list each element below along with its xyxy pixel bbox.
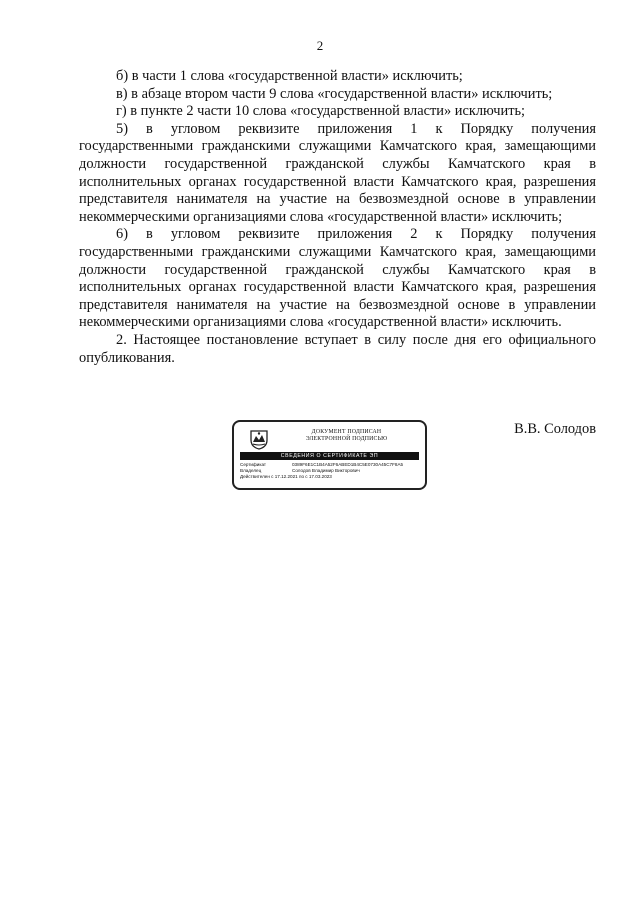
owner-value: Солодов Владимир Викторович <box>292 468 360 473</box>
stamp-title-line2: ЭЛЕКТРОННОЙ ПОДПИСЬЮ <box>305 436 388 442</box>
paragraph-g: г) в пункте 2 части 10 слова «государственной власти» исключить; <box>116 103 526 120</box>
paragraph-v: в) в абзаце втором части 9 слова «государственной власти» исключить; <box>116 85 553 102</box>
coat-of-arms-icon <box>249 428 269 450</box>
stamp-title-line1: ДОКУМЕНТ ПОДПИСАН <box>311 429 382 435</box>
paragraph-6: 6) в угловом реквизите приложения 2 к Порядку получения государственными гражданскими служащими Камчатского края, замещающими должности государственной гражданской службы Камчатского края в исполнительных органах государственной власти Камчатского края, разрешения представителя нанимателя на участие на безвозмездной основе в управлении некоммерческими организациями слова «государственной власти» исключить. <box>79 226 596 331</box>
electronic-signature-stamp <box>232 420 427 490</box>
certificate-info-bar: СВЕДЕНИЯ О СЕРТИФИКАТЕ ЭП <box>240 452 419 460</box>
owner-label: Владелец <box>240 468 262 473</box>
validity-label: Действителен с 17.12.2021 по с 17.03.2023 <box>240 474 332 479</box>
signer-name: В.В. Солодов <box>514 421 596 437</box>
validity-row <box>240 474 421 480</box>
certificate-label: Сертификат <box>240 462 267 467</box>
paragraph-2: 2. Настоящее постановление вступает в силу после дня его официального опубликования. <box>79 331 596 366</box>
paragraph-b: б) в части 1 слова «государственной власти» исключить; <box>116 68 463 84</box>
certificate-details <box>240 462 421 480</box>
stamp-title <box>274 429 419 443</box>
page-number: 2 <box>316 38 324 53</box>
document-body <box>79 68 596 367</box>
certificate-value: 0389F6E1C1B4A52F6ABED1B4C5E0730A45C7F8A5 <box>292 462 404 467</box>
paragraph-5: 5) в угловом реквизите приложения 1 к Порядку получения государственными гражданскими служащими Камчатского края, замещающими должности государственной гражданской службы Камчатского края в исполнительных органах государственной власти Камчатского края, разрешения представителя нанимателя на участие на безвозмездной основе в управлении некоммерческими организациями слова «государственной власти» исключить; <box>79 120 596 225</box>
